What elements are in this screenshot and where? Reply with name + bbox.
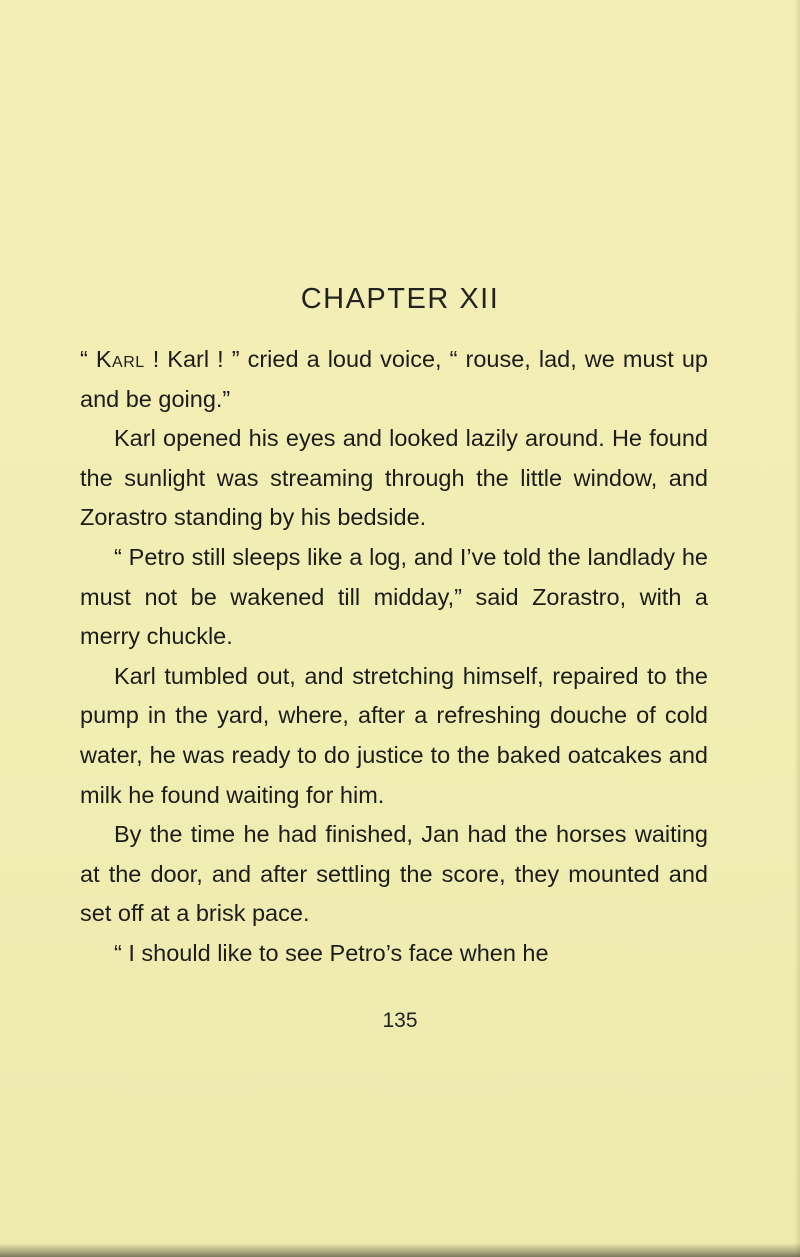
page-number: 135 <box>382 1009 418 1032</box>
opening-quote: “ <box>80 346 96 372</box>
paragraph-1-text: ! Karl ! ” cried a loud voice, “ rouse, lad, we must up and be going.” <box>80 346 708 412</box>
paragraph-3: “ Petro still sleeps like a log, and I’ve told the landlady he must not be wakened till midday,” said Zorastro, with a merry chuckle. <box>80 543 708 650</box>
paragraph-2: Karl opened his eyes and looked lazily around. He found the sunlight was streaming through the little window, and Zorastro standing by his bedside. <box>80 425 708 531</box>
paragraph-6: “ I should like to see Petro’s face when he <box>114 939 549 966</box>
paragraph-4: Karl tumbled out, and stretching himself, repaired to the pump in the yard, where, after a refreshing douche of cold water, he was ready to do justice to the baked oatcakes and milk he found waiting for him. <box>80 662 708 808</box>
page-bottom-edge-shadow <box>0 1243 800 1257</box>
chapter-title: CHAPTER XII <box>300 283 500 315</box>
chapter-body <box>80 340 708 974</box>
paragraph-1 <box>80 340 708 419</box>
paragraph-5: By the time he had finished, Jan had the horses waiting at the door, and after settling the score, they mounted and set off at a brisk pace. <box>80 821 708 927</box>
opening-smallcaps-word: Karl <box>95 346 145 372</box>
page-right-edge-shadow <box>794 0 800 1257</box>
